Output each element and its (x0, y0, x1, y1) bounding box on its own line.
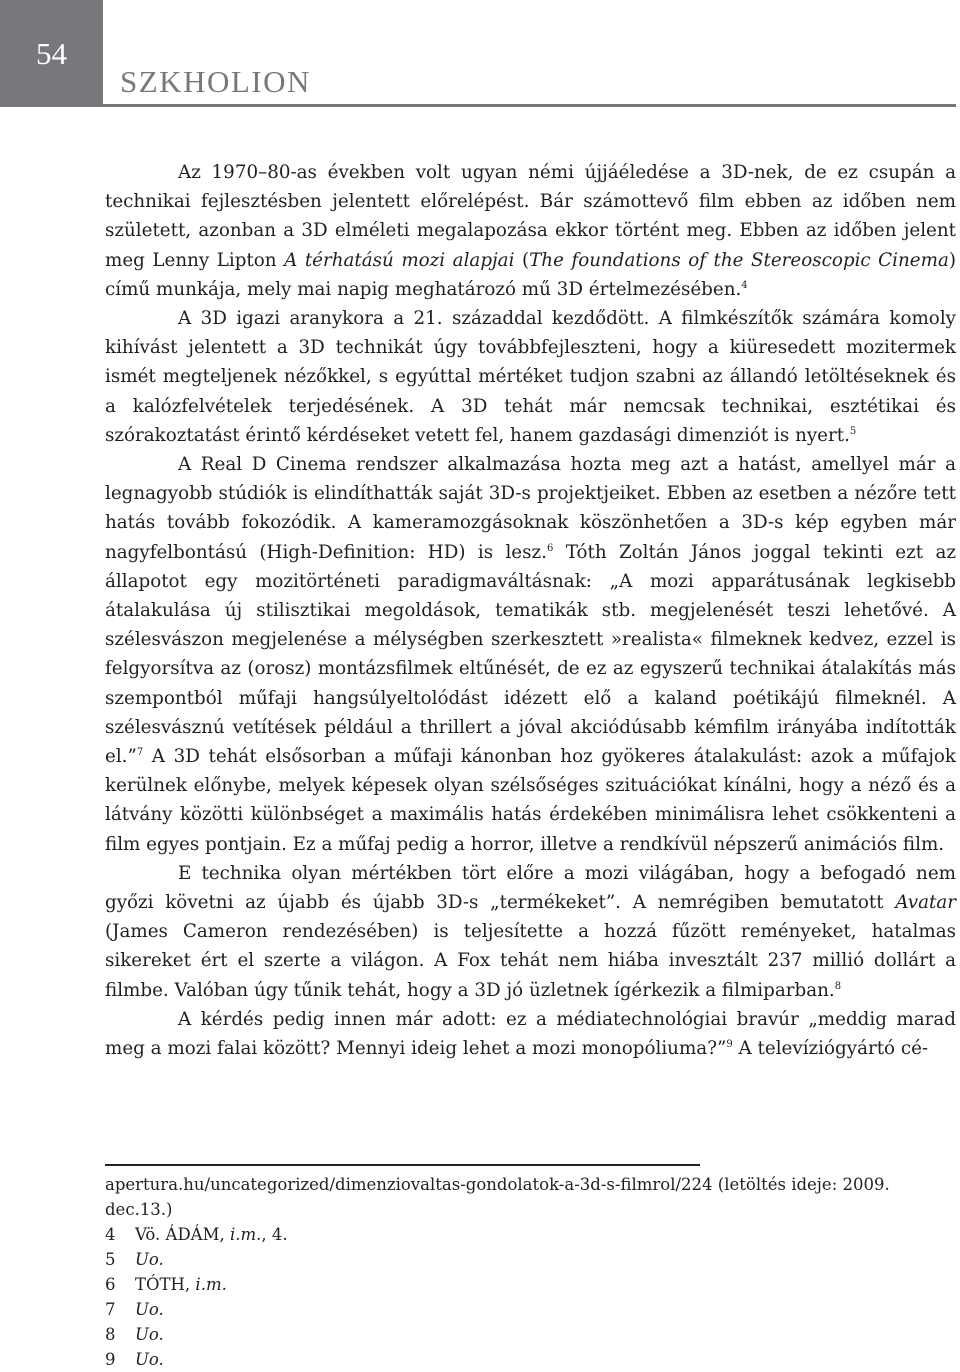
footnote-8 (105, 1322, 956, 1347)
footnote-number: 8 (105, 1325, 116, 1344)
footnote-6 (105, 1272, 956, 1297)
text-run: ) című munkája, mely mai napig meghatározó mű 3D értelmezésében. (105, 249, 956, 300)
footnote-continuation: apertura.hu/uncategorized/dimenziovaltas-gondolatok-a-3d-s-filmrol/224 (letöltés ideje: 2009. dec.13.) (105, 1175, 890, 1219)
book-title-hu: A térhatású mozi alapjai (284, 249, 515, 271)
text-run: Tóth Zoltán János joggal tekinti ezt az állapotot egy mozitörténeti paradigmaváltásnak: „A mozi apparátusának legkisebb átalakulása új stilisztikai megoldások, tematikák stb. megjelenését teszi lehetővé. A szélesvászon megjelenése a mélységben szerkesztett »realista« filmeknek kedvez, ezzel is felgyorsítva az (orosz) montázsfilmek eltűnését, de ez az egyszerű technikai átalakítás más szempontból műfaji hangsúlyeltolódást idézett elő a kaland poétikájú filmeknél. A szélesvásznú vetítések például a thrillert a jóval akciódúsabb kémfilm irányába indították el.” (105, 541, 956, 768)
page-number: 54 (0, 0, 103, 107)
footnote-4 (105, 1222, 956, 1247)
text-run: A kérdés pedig innen már adott: ez a médiatechnológiai bravúr „meddig marad meg a mozi falai között? Mennyi ideig lehet a mozi monopóliuma?” (105, 1008, 956, 1060)
footnote-rule (105, 1164, 700, 1166)
text-run: Az 1970–80-as években volt ugyan némi újjáéledése a 3D-nek, de ez csupán a technikai fejlesztésben jelentett előrelépést. Bár számottevő film ebben az időben nem született, azonban a 3D elméleti megalapozása ekkor történt meg. Ebben az időben jelent meg Lenny Lipton (105, 162, 956, 271)
footnote-text: TÓTH, (135, 1275, 196, 1294)
text-run: A 3D tehát elsősorban a műfaji kánonban hoz gyökeres átalakulást: azok a műfajok kerülnek előnybe, melyek képesek olyan szélsőséges szituációkat kínálni, hogy a néző és a látvány közötti különbséget a maximális hatás érdekében minimálisra lehet csökkenteni a film egyes pontjain. Ez a műfaj pedig a horror, illetve a rendkívül népszerű animációs film. (105, 746, 956, 855)
footnote-number: 5 (105, 1250, 116, 1269)
footnote-number: 6 (105, 1275, 116, 1294)
paragraph-5 (105, 1005, 956, 1063)
footnote-number: 4 (105, 1225, 116, 1244)
footnote-ref[interactable]: 4 (741, 279, 748, 291)
footnote-ref[interactable]: 5 (849, 425, 857, 437)
text-run: ( (514, 249, 530, 271)
footnote-abbrev: Uo. (135, 1300, 164, 1319)
header-rule (103, 104, 956, 107)
footnote-number: 9 (105, 1350, 116, 1369)
footnote-number: 7 (105, 1300, 116, 1319)
footnote-ref[interactable]: 9 (726, 1039, 733, 1051)
footnote-abbrev: Uo. (135, 1350, 164, 1369)
paragraph-3 (105, 450, 956, 859)
film-title: Avatar (895, 892, 956, 914)
book-title-en: The foundations of the Stereoscopic Cinema (529, 249, 949, 271)
text-run: (James Cameron rendezésében) is teljesítette a hozzá fűzött reményeket, hatalmas sikereket ért el szerte a világon. A Fox tehát nem hiába invesztált 237 millió dollárt a filmbe. Valóban úgy tűnik tehát, hogy a 3D jó üzletnek ígérkezik a filmiparban. (105, 921, 956, 1001)
paragraph-2 (105, 304, 956, 450)
paragraph-1 (105, 158, 956, 304)
journal-title: SZKHOLION (120, 64, 311, 99)
footnote-abbrev: Uo. (135, 1325, 164, 1344)
text-run: A 3D igazi aranykora a 21. századdal kezdődött. A filmkészítők számára komoly kihívást jelentett a 3D technikát úgy továbbfejleszteni, hogy a kiüresedett mozitermek ismét megteljenek nézőkkel, s egyúttal mértéket tudjon szabni az állandó letöltéseknek és a kalózfelvételek terjedésének. A 3D tehát már nemcsak technikai, esztétikai és szórakoztatást érintő kérdéseket vetett fel, hanem gazdasági dimenziót is nyert. (105, 308, 956, 446)
footnote-ref[interactable]: 7 (136, 747, 144, 759)
footnote-abbrev: Uo. (135, 1250, 164, 1269)
text-run: A televíziógyártó cé- (732, 1038, 929, 1060)
article-body (105, 158, 956, 1063)
text-run: A Real D Cinema rendszer alkalmazása hozta meg azt a hatást, amellyel már a legnagyobb stúdiók is elindíthatták saját 3D-s projektjeiket. Ebben az esetben a nézőre tett hatás tovább fokozódik. A kameramozgásoknak köszönhetően a 3D-s kép egyben már nagyfelbontású (High-Definition: HD) is lesz. (105, 454, 956, 563)
footnote-text: Vö. ÁDÁM, (135, 1225, 230, 1244)
footnote-5 (105, 1247, 956, 1272)
paragraph-4 (105, 859, 956, 1005)
footnote-ref[interactable]: 6 (546, 542, 554, 554)
footnotes (105, 1172, 956, 1372)
footnote-text: , 4. (261, 1225, 288, 1244)
footnote-abbrev: i.m. (195, 1275, 227, 1294)
text-run: E technika olyan mértékben tört előre a mozi világában, hogy a befogadó nem győzi követni az újabb és újabb 3D-s „termékeket”. A nemrégiben bemutatott (105, 862, 956, 914)
footnote-abbrev: i.m. (229, 1225, 262, 1244)
footnote-ref[interactable]: 8 (834, 980, 842, 992)
footnote-7 (105, 1297, 956, 1322)
footnote-9 (105, 1347, 956, 1372)
